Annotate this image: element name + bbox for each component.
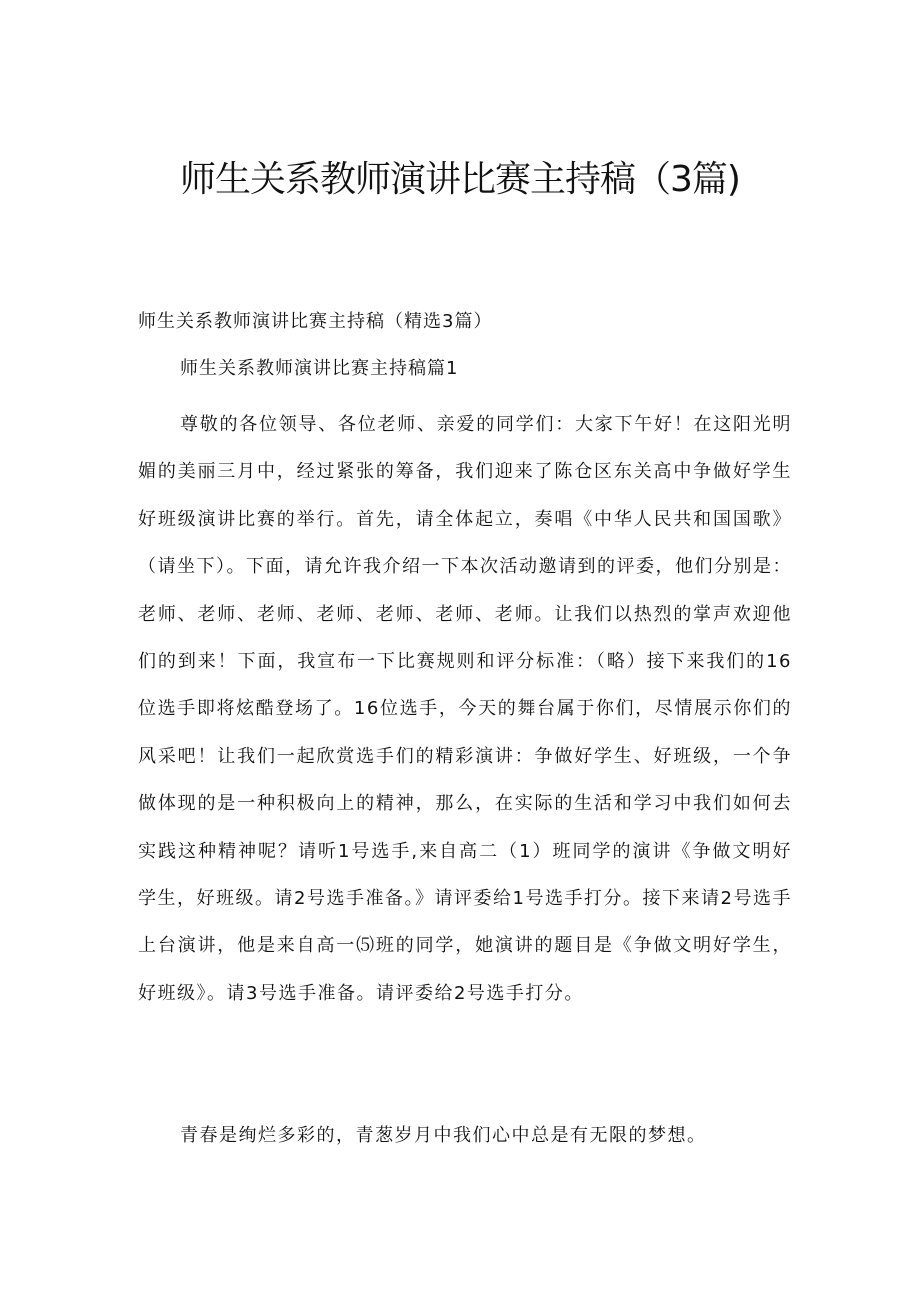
document-title: 师生关系教师演讲比赛主持稿（3篇) bbox=[180, 159, 740, 200]
body-paragraph: 尊敬的各位领导、各位老师、亲爱的同学们：大家下午好！在这阳光明媚的美丽三月中，经过紧张的筹备，我们迎来了陈仓区东关高中争做好学生好班级演讲比赛的举行。首先，请全体起立，奏唱《中华人民共和国国歌》（请坐下）。下面，请允许我介绍一下本次活动邀请到的评委，他们分别是：老师、老师、老师、老师、老师、老师、老师。让我们以热烈的掌声欢迎他们的到来！下面，我宣布一下比赛规则和评分标准：（略）接下来我们的16位选手即将炫酷登场了。16位选手，今天的舞台属于你们，尽情展示你们的风采吧！让我们一起欣赏选手们的精彩演讲：争做好学生、好班级，一个争做体现的是一种积极向上的精神，那么，在实际的生活和学习中我们如何去实践这种精神呢？请听1号选手,来自高二（1）班同学的演讲《争做文明好学生，好班级。请2号选手准备。》请评委给1号选手打分。接下来请2号选手上台演讲，他是来自高一⑸班的同学，她演讲的题目是《争做文明好学生，好班级》。请3号选手准备。请评委给2号选手打分。 bbox=[138, 414, 792, 1004]
document-subtitle: 师生关系教师演讲比赛主持稿（精选3篇） bbox=[138, 311, 493, 332]
closing-paragraph: 青春是绚烂多彩的，青葱岁月中我们心中总是有无限的梦想。 bbox=[180, 1125, 707, 1146]
section-heading: 师生关系教师演讲比赛主持稿篇1 bbox=[180, 358, 459, 379]
